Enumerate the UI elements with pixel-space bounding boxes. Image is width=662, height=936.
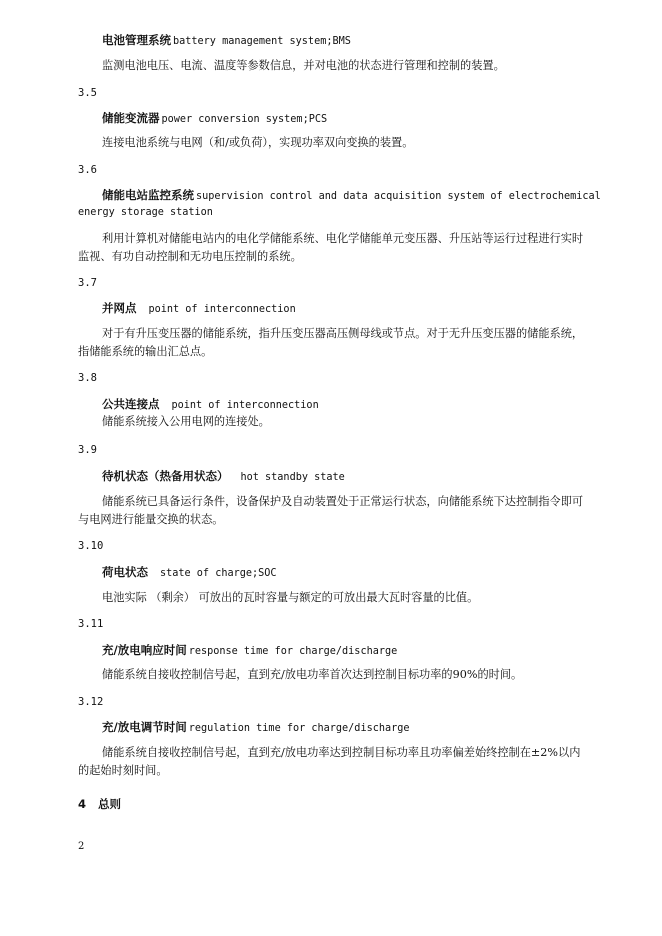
term-zh: 荷电状态 <box>102 565 148 579</box>
term-en: point of interconnection <box>171 400 319 411</box>
definition-line: 电池实际 （剩余） 可放出的瓦时容量与额定的可放出最大瓦时容量的比值。 <box>102 591 479 604</box>
term-zh: 充/放电响应时间 <box>102 643 187 657</box>
clause-number: 3.10 <box>78 540 104 552</box>
term-zh: 公共连接点 <box>102 397 160 411</box>
term-en: power conversion system;PCS <box>161 114 328 125</box>
definition-line: 监视、有功自动控制和无功电压控制的系统。 <box>78 250 302 263</box>
term-en: response time for charge/discharge <box>188 646 398 657</box>
term-heading <box>102 187 601 205</box>
clause-number: 3.7 <box>78 277 97 289</box>
clause-number: 3.6 <box>78 164 97 176</box>
term-heading <box>102 564 277 582</box>
term-zh: 并网点 <box>102 301 137 315</box>
definition-line: 指储能系统的输出汇总点。 <box>78 345 213 358</box>
term-heading <box>102 719 410 737</box>
term-zh: 充/放电调节时间 <box>102 720 187 734</box>
term-en: hot standby state <box>240 472 345 483</box>
definition-line: 连接电池系统与电网（和/或负荷），实现功率双向变换的装置。 <box>102 136 414 149</box>
definition-line: 对于有升压变压器的储能系统，指升压变压器高压侧母线或节点。对于无升压变压器的储能系统， <box>102 327 584 340</box>
term-en-continuation: energy storage station <box>78 207 213 218</box>
definition-line: 储能系统自接收控制信号起，直到充/放电功率首次达到控制目标功率的90%的时间。 <box>102 668 523 681</box>
term-en: supervision control and data acquisition system of electrochemical <box>196 191 601 202</box>
clause-number: 3.11 <box>78 618 104 630</box>
clause-number: 3.8 <box>78 372 97 384</box>
term-en: battery management system;BMS <box>173 36 351 47</box>
term-heading <box>102 468 345 486</box>
term-zh: 电池管理系统 <box>102 33 171 47</box>
definition-line: 储能系统自接收控制信号起，直到充/放电功率达到控制目标功率且功率偏差始终控制在±2%以内 <box>102 746 581 759</box>
definition-line: 利用计算机对储能电站内的电化学储能系统、电化学储能单元变压器、升压站等运行过程进行实时 <box>102 232 584 245</box>
clause-number: 3.12 <box>78 696 104 708</box>
section-number: 4 <box>78 797 87 811</box>
term-heading <box>102 642 397 660</box>
term-zh: 储能电站监控系统 <box>102 188 194 202</box>
definition-line: 与电网进行能量交换的状态。 <box>78 513 224 526</box>
term-heading <box>102 396 319 414</box>
section-heading <box>78 796 121 812</box>
term-zh: 待机状态（热备用状态） <box>102 469 229 483</box>
definition-line: 储能系统接入公用电网的连接处。 <box>102 415 270 428</box>
term-en: state of charge;SOC <box>160 568 277 579</box>
term-heading <box>102 300 296 318</box>
clause-number: 3.5 <box>78 87 97 99</box>
term-zh: 储能变流器 <box>102 111 160 125</box>
term-en: point of interconnection <box>148 304 296 315</box>
definition-line: 储能系统已具备运行条件，设备保护及自动装置处于正常运行状态，向储能系统下达控制指令即可 <box>102 495 584 508</box>
term-en: regulation time for charge/discharge <box>188 723 410 734</box>
term-heading <box>102 32 351 50</box>
clause-number: 3.9 <box>78 444 97 456</box>
term-heading <box>102 110 327 128</box>
definition-line: 监测电池电压、电流、温度等参数信息，并对电池的状态进行管理和控制的装置。 <box>102 59 505 72</box>
definition-line: 的起始时刻时间。 <box>78 764 168 777</box>
page-number: 2 <box>78 841 85 852</box>
section-title: 总则 <box>98 797 122 811</box>
